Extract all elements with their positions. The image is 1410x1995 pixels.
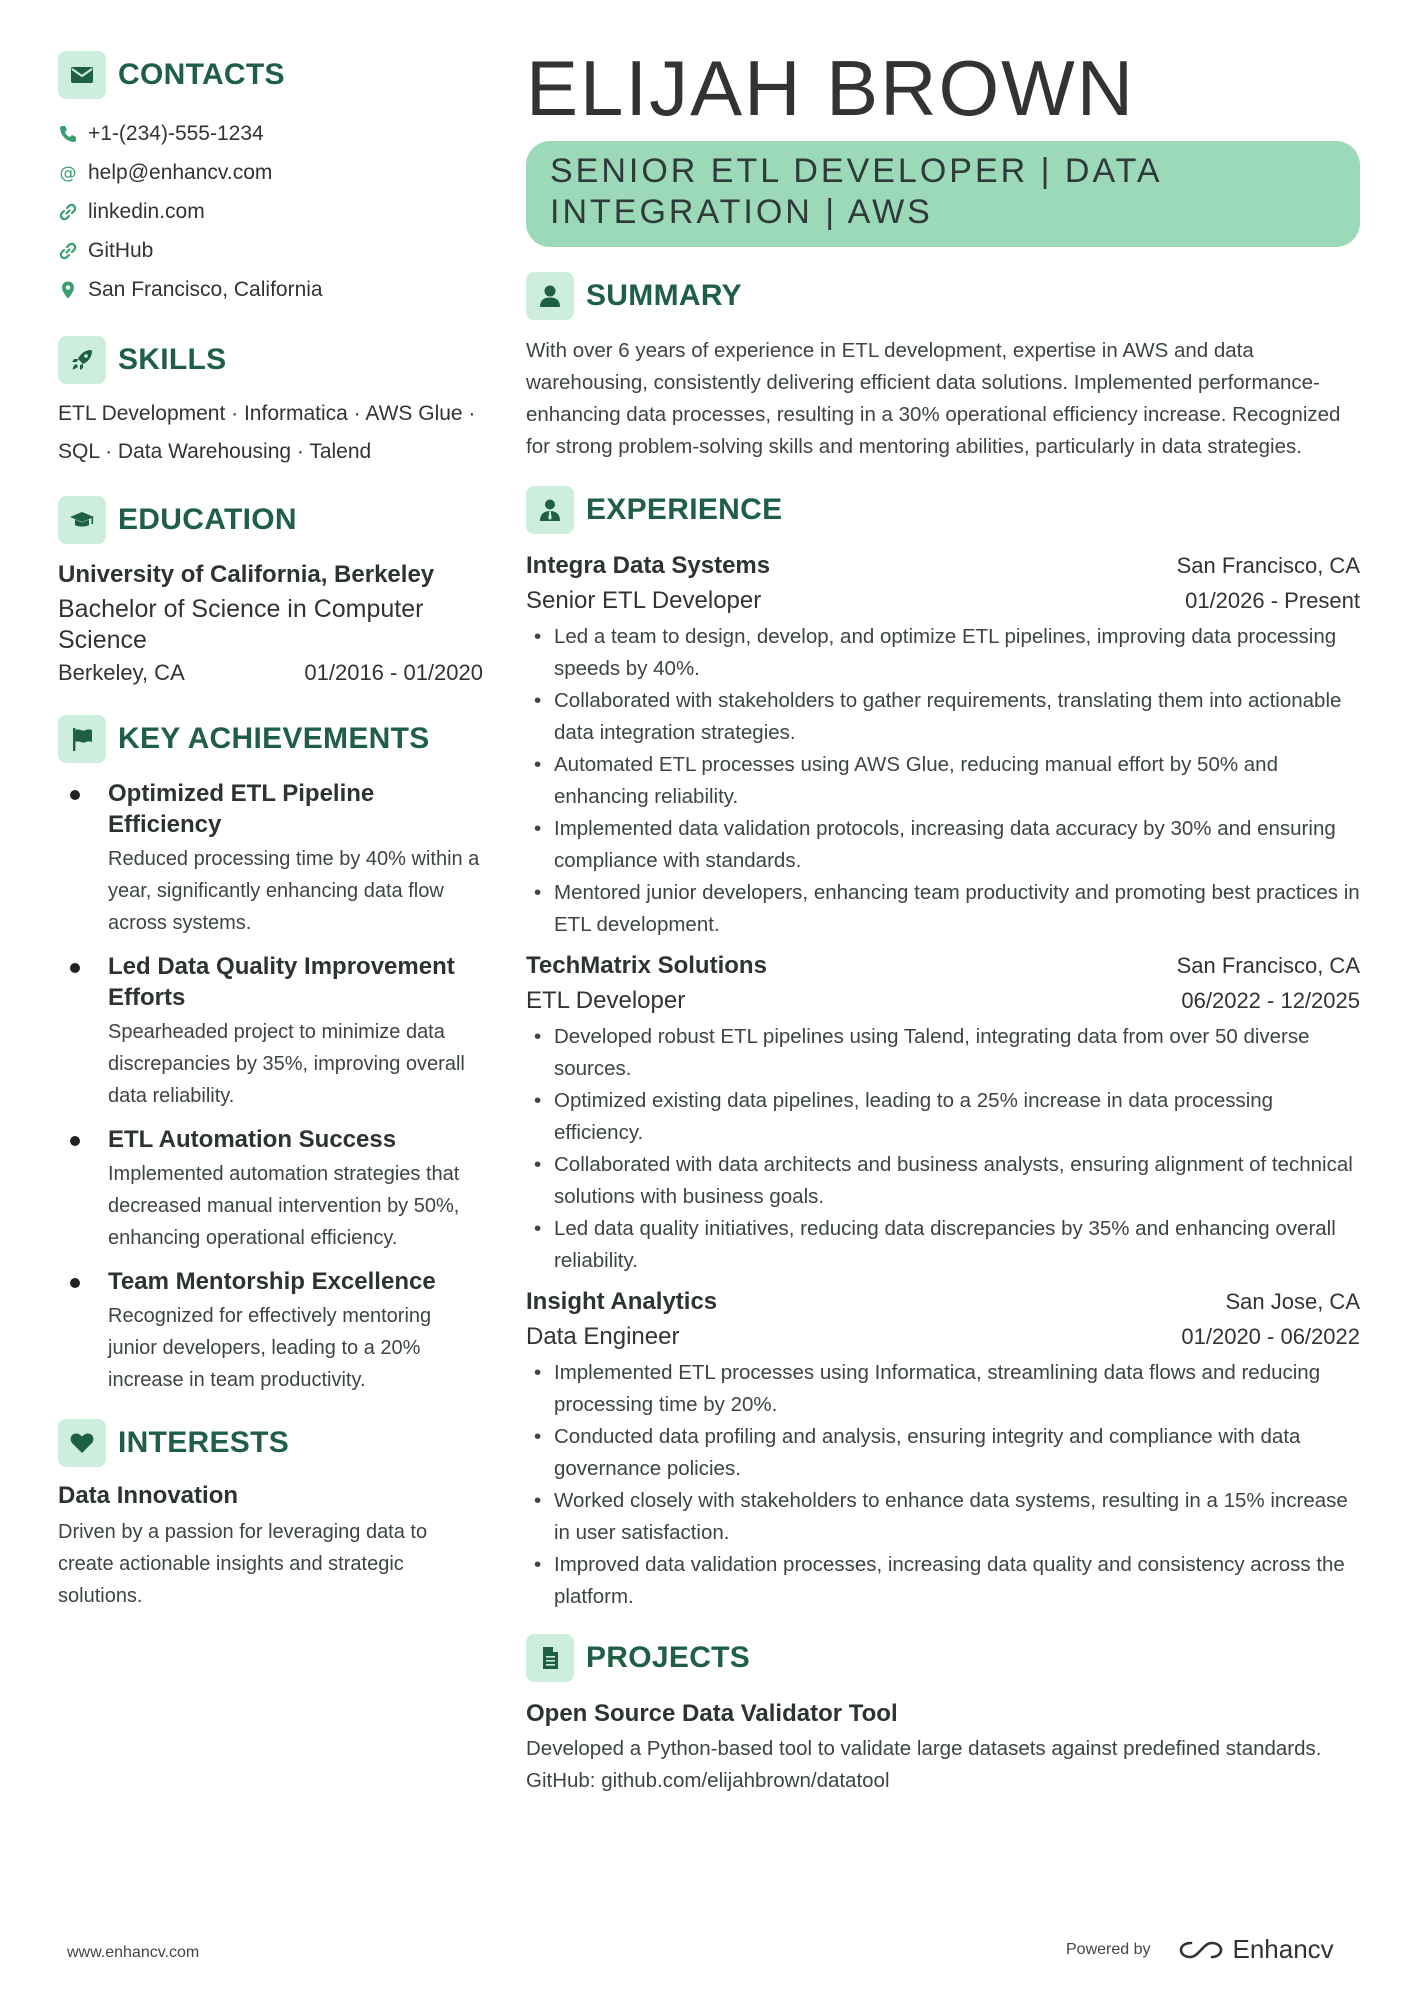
skills-list (58, 395, 483, 471)
achievement-desc: Reduced processing time by 40% within a year, significantly enhancing data flow across systems. (108, 848, 480, 934)
education-header (58, 495, 483, 545)
education-location: Berkeley, CA (58, 660, 185, 685)
job-role: Data Engineer (526, 1323, 680, 1350)
job-bullet: • Implemented data validation protocols, increasing data accuracy by 30% and ensuring compliance with standards. (526, 813, 1360, 877)
interest-desc: Driven by a passion for leveraging data to create actionable insights and strategic solutions. (58, 1521, 428, 1607)
job-role: Senior ETL Developer (526, 587, 762, 614)
summary-text: With over 6 years of experience in ETL development, expertise in AWS and data warehousing, consistently delivering efficient data solutions. Implemented performance-enhancing data processes, resulting in a 30% operational efficiency increase. Recognized for strong problem-solving skills and mentoring abilities, particularly in data strategies. (526, 339, 1341, 458)
user-icon (526, 272, 574, 320)
contacts-header (58, 50, 483, 100)
document-icon (526, 1634, 574, 1682)
job-bullet: • Conducted data profiling and analysis, ensuring integrity and compliance with data governance policies. (526, 1421, 1360, 1485)
left-column (58, 50, 483, 1612)
project-desc: Developed a Python-based tool to validate large datasets against predefined standards. GitHub: github.com/elijahbrown/datatool (526, 1737, 1322, 1792)
experience-section (526, 485, 1360, 1613)
education-meta (58, 660, 483, 686)
bullet-dot (70, 1136, 80, 1146)
summary-header (526, 271, 1360, 321)
experience-header (526, 485, 1360, 535)
job-bullet: • Automated ETL processes using AWS Glue, reducing manual effort by 50% and enhancing reliability. (526, 749, 1360, 813)
phone-icon (58, 124, 78, 144)
contacts-heading: CONTACTS (118, 58, 285, 91)
achievements-heading: KEY ACHIEVEMENTS (118, 722, 430, 755)
footer-branding (1066, 1934, 1334, 1965)
job-company: TechMatrix Solutions (526, 952, 767, 979)
footer-website[interactable]: www.enhancv.com (67, 1944, 200, 1961)
job-bullet: • Improved data validation processes, increasing data quality and consistency across the platform. (526, 1549, 1360, 1613)
achievement-title: ETL Automation Success (108, 1126, 397, 1153)
achievement-item (58, 951, 483, 1112)
contact-github[interactable] (58, 231, 483, 270)
interest-title: Data Innovation (58, 1482, 239, 1509)
achievement-desc: Implemented automation strategies that decreased manual intervention by 50%, enhancing operational efficiency. (108, 1163, 460, 1249)
job-bullet: • Mentored junior developers, enhancing team productivity and promoting best practices in ETL development. (526, 877, 1360, 941)
achievements-section (58, 714, 483, 1396)
contact-location (58, 270, 483, 309)
svg-text:@: @ (59, 163, 77, 183)
candidate-title: SENIOR ETL DEVELOPER | DATA INTEGRATION | AWS (526, 141, 1360, 247)
job-bullets (526, 1357, 1360, 1613)
skills-section (58, 335, 483, 471)
education-school: University of California, Berkeley (58, 561, 435, 588)
achievement-desc: Spearheaded project to minimize data discrepancies by 35%, improving overall data reliability. (108, 1021, 465, 1107)
education-section (58, 495, 483, 686)
bullet-dot (70, 1278, 80, 1288)
job-bullet: • Collaborated with data architects and business analysts, ensuring alignment of technical solutions with business goals. (526, 1149, 1360, 1213)
link-icon (58, 241, 78, 261)
achievement-title: Team Mentorship Excellence (108, 1268, 436, 1295)
job-location: San Francisco, CA (1176, 553, 1360, 578)
job-role: ETL Developer (526, 987, 686, 1014)
projects-heading: PROJECTS (586, 1641, 751, 1674)
contact-linkedin[interactable] (58, 192, 483, 231)
job-bullet: • Developed robust ETL pipelines using Talend, integrating data from over 50 diverse sources. (526, 1021, 1360, 1085)
job-bullet: • Collaborated with stakeholders to gather requirements, translating them into actionable data integration strategies. (526, 685, 1360, 749)
achievement-item (58, 1124, 483, 1254)
enhancv-logo[interactable] (1177, 1934, 1334, 1965)
right-column (526, 44, 1360, 1797)
summary-heading: SUMMARY (586, 279, 742, 312)
achievement-item (58, 1266, 483, 1396)
education-dates: 01/2016 - 01/2020 (304, 660, 483, 685)
job-bullet: • Implemented ETL processes using Informatica, streamlining data flows and reducing processing time by 20%. (526, 1357, 1360, 1421)
job-bullets (526, 621, 1360, 941)
at-icon (58, 163, 78, 183)
skills-heading: SKILLS (118, 343, 227, 376)
job-entry (526, 549, 1360, 941)
skills-line: ETL Development · Informatica · AWS Glue · (58, 402, 476, 425)
flag-icon (58, 715, 106, 763)
location-text: San Francisco, California (88, 277, 323, 301)
job-company: Integra Data Systems (526, 552, 771, 579)
interests-heading: INTERESTS (118, 1426, 290, 1459)
job-dates: 01/2026 - Present (1185, 588, 1360, 613)
job-entry (526, 949, 1360, 1277)
summary-section (526, 271, 1360, 463)
education-heading: EDUCATION (118, 503, 297, 536)
linkedin-text: linkedin.com (88, 199, 205, 223)
projects-header (526, 1633, 1360, 1683)
bullet-dot (70, 963, 80, 973)
education-degree: Bachelor of Science in Computer Science (58, 595, 424, 654)
project-title: Open Source Data Validator Tool (526, 1700, 898, 1727)
heart-icon (58, 1419, 106, 1467)
github-text: GitHub (88, 238, 154, 262)
interests-header (58, 1418, 483, 1468)
achievement-desc: Recognized for effectively mentoring junior developers, leading to a 20% increase in team productivity. (108, 1305, 432, 1391)
job-bullet: • Led data quality initiatives, reducing data discrepancies by 35% and enhancing overall reliability. (526, 1213, 1360, 1277)
job-bullets (526, 1021, 1360, 1277)
phone-text: +1-(234)-555-1234 (88, 121, 264, 145)
job-location: San Jose, CA (1225, 1289, 1360, 1314)
rocket-icon (58, 336, 106, 384)
enhancv-logo-icon (1177, 1937, 1225, 1963)
candidate-name: ELIJAH BROWN (526, 44, 1136, 132)
job-dates: 06/2022 - 12/2025 (1181, 988, 1360, 1013)
experience-heading: EXPERIENCE (586, 493, 783, 526)
brand-name: Enhancv (1232, 1934, 1334, 1964)
contact-phone[interactable] (58, 114, 483, 153)
job-location: San Francisco, CA (1176, 953, 1360, 978)
link-icon (58, 202, 78, 222)
job-dates: 01/2020 - 06/2022 (1181, 1324, 1360, 1349)
achievement-title: Optimized ETL Pipeline Efficiency (108, 780, 375, 838)
powered-by-text: Powered by (1066, 1940, 1151, 1958)
user-tie-icon (526, 486, 574, 534)
bullet-dot (70, 790, 80, 800)
job-bullet: • Led a team to design, develop, and optimize ETL pipelines, improving data processing speeds by 40%. (526, 621, 1360, 685)
job-company: Insight Analytics (526, 1288, 718, 1315)
location-pin-icon (58, 280, 78, 300)
job-entry (526, 1285, 1360, 1613)
envelope-icon (58, 51, 106, 99)
job-bullet: • Optimized existing data pipelines, leading to a 25% increase in data processing efficiency. (526, 1085, 1360, 1149)
interests-section (58, 1418, 483, 1612)
contact-email[interactable] (58, 153, 483, 192)
skills-header (58, 335, 483, 385)
achievements-header (58, 714, 483, 764)
email-text: help@enhancv.com (88, 160, 273, 184)
job-bullet: • Worked closely with stakeholders to enhance data systems, resulting in a 15% increase in user satisfaction. (526, 1485, 1360, 1549)
graduation-cap-icon (58, 496, 106, 544)
skills-line: SQL · Data Warehousing · Talend (58, 440, 372, 463)
projects-section (526, 1633, 1360, 1797)
contacts-section (58, 50, 483, 309)
achievement-title: Led Data Quality Improvement Efforts (108, 953, 455, 1011)
achievement-item (58, 778, 483, 939)
